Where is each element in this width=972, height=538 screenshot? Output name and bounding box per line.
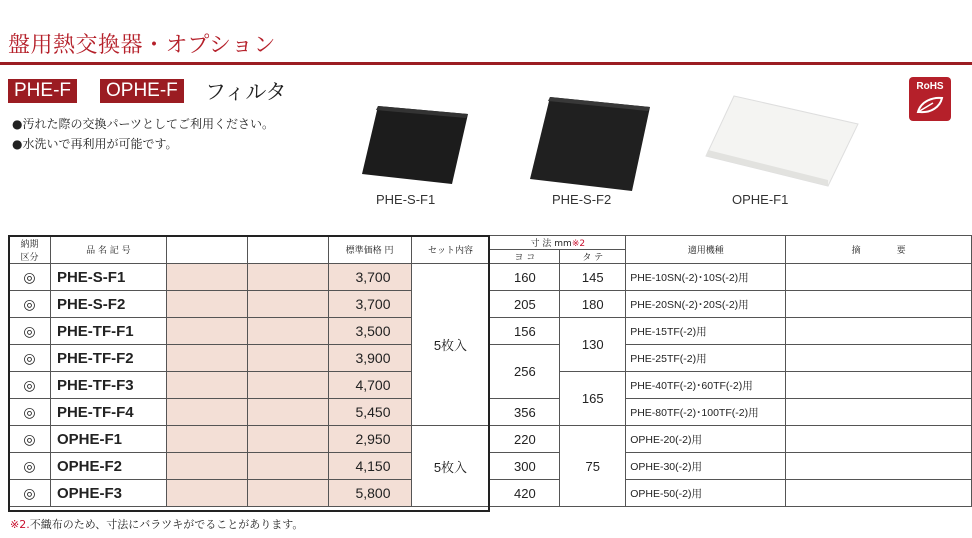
table-row: ◎ OPHE-F1 2,950 5枚入 220 75 OPHE-20(-2)用 <box>9 426 972 453</box>
page-title: 盤用熱交換器・オプション <box>8 33 277 58</box>
product-image-ophe-f1 <box>704 92 860 188</box>
col-app: 適用機種 <box>626 236 786 264</box>
rohs-label: RoHS <box>916 81 944 92</box>
table-row: ◎ PHE-TF-F3 4,700 165 PHE-40TF(-2)･60TF(-2)用 <box>9 372 972 399</box>
table-row: ◎ PHE-S-F1 3,700 5枚入 160 145 PHE-10SN(-2)･10S(-2)用 <box>9 264 972 291</box>
product-label: PHE-S-F2 <box>552 192 612 207</box>
col-price: 標準価格 円 <box>328 236 411 264</box>
product-image-phe-s-f1 <box>360 104 470 186</box>
table-row: ◎ PHE-S-F2 3,700 205 180 PHE-20SN(-2)･20S(-2)用 <box>9 291 972 318</box>
section-subtitle: フィルタ <box>205 80 287 104</box>
spec-table <box>8 235 972 507</box>
leaf-icon <box>915 95 945 115</box>
product-label: PHE-S-F1 <box>376 192 436 207</box>
product-label: OPHE-F1 <box>732 192 789 207</box>
title-rule <box>0 62 972 65</box>
col-width: ヨ コ <box>490 250 560 264</box>
badge-phe-f: PHE-F <box>8 79 77 103</box>
table-row: ◎ PHE-TF-F4 5,450 356 PHE-80TF(-2)･100TF(-2)用 <box>9 399 972 426</box>
list-item: ●汚れた際の交換パーツとしてご利用ください。 <box>12 117 275 131</box>
col-blank-1 <box>166 236 247 264</box>
footnote: ※2.不織布のため、寸法にバラツキがでることがあります。 <box>10 518 304 531</box>
table-header-row <box>9 236 972 250</box>
product-image-phe-s-f2 <box>528 95 652 193</box>
table-row: ◎ OPHE-F2 4,150 300 OPHE-30(-2)用 <box>9 453 972 480</box>
col-height: タ テ <box>560 250 626 264</box>
table-row: ◎ PHE-TF-F2 3,900 256 PHE-25TF(-2)用 <box>9 345 972 372</box>
table-row: ◎ PHE-TF-F1 3,500 156 130 PHE-15TF(-2)用 <box>9 318 972 345</box>
col-remarks: 摘 要 <box>786 236 972 264</box>
col-blank-2 <box>247 236 328 264</box>
table-row: ◎ OPHE-F3 5,800 420 OPHE-50(-2)用 <box>9 480 972 507</box>
feature-list <box>12 114 274 154</box>
col-delivery: 納期 区分 <box>9 236 51 264</box>
badge-ophe-f: OPHE-F <box>100 79 184 103</box>
col-set: セット内容 <box>411 236 490 264</box>
col-code: 品 名 記 号 <box>50 236 166 264</box>
col-size: 寸 法 mm※2 <box>490 236 626 250</box>
list-item: ●水洗いで再利用が可能です。 <box>12 137 178 151</box>
rohs-badge <box>909 77 951 121</box>
